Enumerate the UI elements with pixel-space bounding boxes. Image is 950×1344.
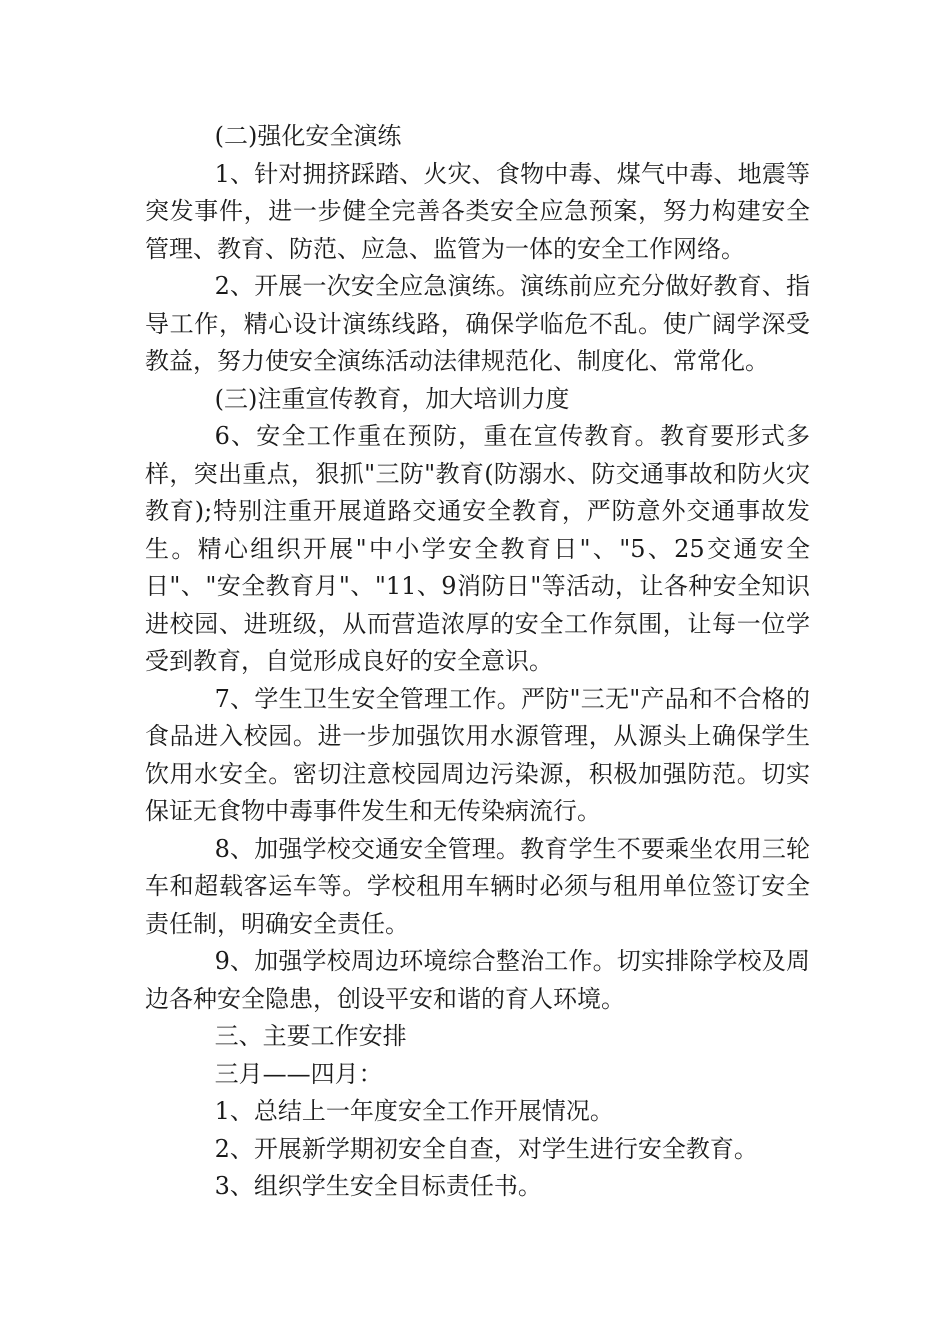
paragraph-item-1: 1、针对拥挤踩踏、火灾、食物中毒、煤气中毒、地震等突发事件，进一步健全完善各类安全应急预案，努力构建安全管理、教育、防范、应急、监管为一体的安全工作网络。 [145, 159, 810, 263]
schedule-item-1: 1、总结上一年度安全工作开展情况。 [214, 1097, 614, 1125]
document-body [145, 118, 810, 1206]
section-heading-publicity: (三)注重宣传教育，加大培训力度 [214, 384, 570, 413]
paragraph-item-2: 2、开展一次安全应急演练。演练前应充分做好教育、指导工作，精心设计演练线路，确保学临危不乱。使广阔学深受教益，努力使安全演练活动法律规范化、制度化、常常化。 [145, 272, 810, 375]
schedule-item-2: 2、开展新学期初安全自查，对学生进行安全教育。 [214, 1134, 758, 1163]
paragraph-item-8: 8、加强学校交通安全管理。教育学生不要乘坐农用三轮车和超载客运车等。学校租用车辆时必须与租用单位签订安全责任制，明确安全责任。 [145, 834, 810, 938]
section-heading-drills: (二)强化安全演练 [214, 122, 402, 150]
schedule-item-3: 3、组织学生安全目标责任书。 [214, 1172, 542, 1200]
paragraph-item-7: 7、学生卫生安全管理工作。严防"三无"产品和不合格的食品进入校园。进一步加强饮用水源管理，从源头上确保学生饮用水安全。密切注意校园周边污染源，积极加强防范。切实保证无食物中毒事件发生和无传染病流行。 [145, 684, 810, 825]
paragraph-item-6: 6、安全工作重在预防，重在宣传教育。教育要形式多样，突出重点，狠抓"三防"教育(防溺水、防交通事故和防火灾教育);特别注重开展道路交通安全教育，严防意外交通事故发生。精心组织开展"中小学安全教育日"、"5、25交通安全日"、"安全教育月"、"11、9消防日"等活动，让各种安全知识进校园、进班级，从而营造浓厚的安全工作氛围，让每一位学受到教育，自觉形成良好的安全意识。 [145, 422, 810, 675]
schedule-period: 三月——四月： [214, 1059, 383, 1088]
paragraph-item-9: 9、加强学校周边环境综合整治工作。切实排除学校及周边各种安全隐患，创设平安和谐的育人环境。 [145, 947, 810, 1013]
section-heading-schedule: 三、主要工作安排 [214, 1022, 407, 1050]
